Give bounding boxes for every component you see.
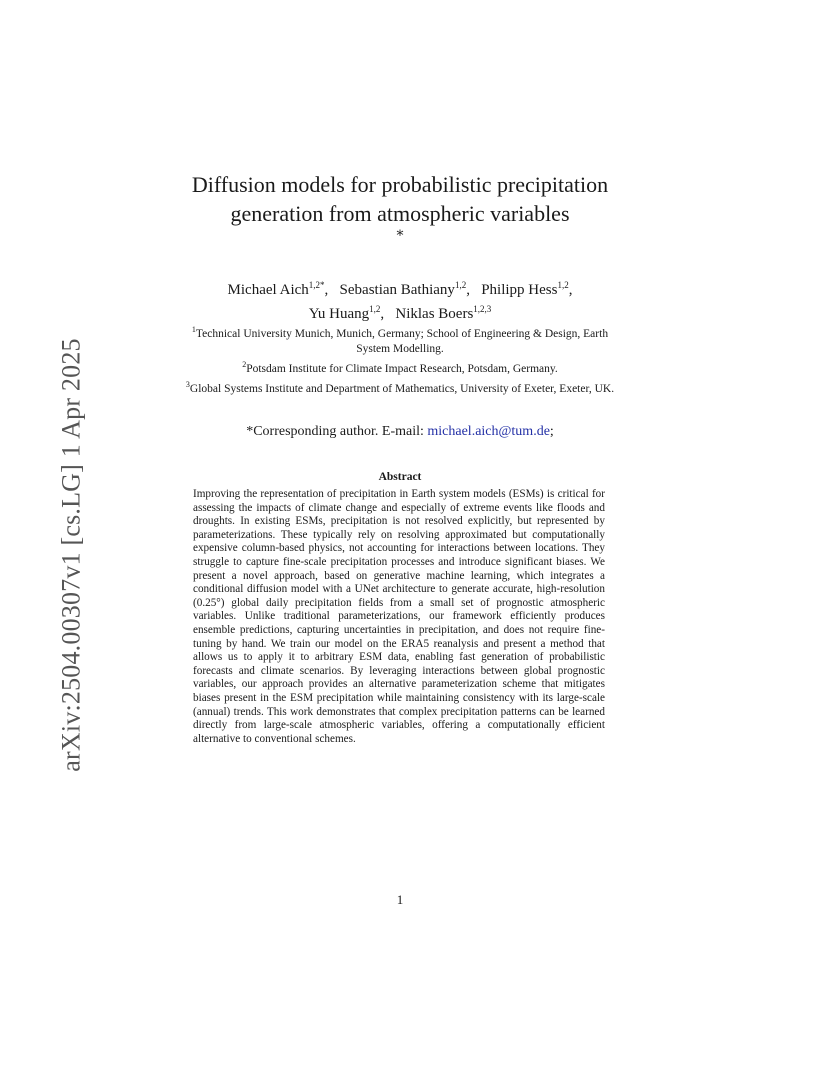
author-affiliation-marks: 1,2 — [454, 280, 467, 290]
author-name: Yu Huang — [308, 306, 370, 322]
abstract-heading: Abstract — [378, 471, 422, 483]
author-name: Michael Aich — [227, 282, 309, 298]
corresponding-author-suffix: ; — [549, 424, 554, 439]
author-affiliation-marks: 1,2* — [308, 280, 325, 290]
title-footnote-mark: * — [396, 228, 404, 244]
author-affiliation-marks: 1,2 — [369, 304, 381, 314]
affiliation-text: Technical University Munich, Munich, Germany; School of Engineering & Design, Earth System Modelling. — [195, 327, 609, 355]
affiliation-text: Global Systems Institute and Department of Mathematics, University of Exeter, Exeter, UK. — [189, 382, 615, 395]
arxiv-identifier: arXiv:2504.00307v1 [cs.LG] 1 Apr 2025 — [57, 338, 86, 772]
author-affiliation-marks: 1,2,3 — [473, 304, 492, 314]
affiliation — [180, 322, 620, 357]
author-list: Michael Aich$^{1,2*}$, Sebastian Bathiany$^{1,2}$, Philipp Hess$^{1,2}$, Yu Huang$^{1,2}$, Niklas Boers$^{1,2,3}$ — [227, 280, 573, 322]
author-affiliation-marks: 1,2 — [557, 280, 569, 290]
affiliation-text: Potsdam Institute for Climate Impact Research, Potsdam, Germany. — [246, 362, 558, 375]
affiliation-number: 1 — [191, 325, 196, 334]
email-link[interactable]: michael.aich@tum.de — [427, 424, 550, 439]
corresponding-author-label: *Corresponding author. E-mail: — [246, 424, 428, 439]
paper-title: Diffusion models for probabilistic precipitation generation from atmospheric variables — [191, 172, 609, 226]
author-name: Sebastian Bathiany — [339, 282, 455, 298]
affiliation — [180, 357, 620, 377]
affiliation-list — [180, 322, 620, 396]
author-name: Philipp Hess — [481, 282, 558, 298]
affiliation — [180, 377, 620, 397]
author-name: Niklas Boers — [395, 306, 474, 322]
page-number: 1 — [396, 892, 404, 907]
affiliation-number: 3 — [185, 379, 190, 389]
affiliation-number: 2 — [242, 359, 247, 369]
arxiv-sidebar — [52, 340, 92, 770]
abstract-text: Improving the representation of precipitation in Earth system models (ESMs) is critical for assessing the impacts of climate change and especially of extreme events like floods and droughts. In existing ESMs, precipitation is not resolved explicitly, but represented by parameterizations. These typically rely on resolving approximated but computationally expensive column-based physics, not accounting for interactions between locations. They struggle to capture fine-scale precipitation processes and introduce significant biases. We present a novel approach, based on generative machine learning, which integrates a conditional diffusion model with a UNet architecture to generate accurate, high-resolution (0.25°) global daily precipitation fields from a small set of prognostic atmospheric variables. Unlike traditional parameterizations, our framework efficiently produces ensemble predictions, capturing uncertainties in precipitation, and does not require fine-tuning by hand. We train our model on the ERA5 reanalysis and present a method that allows us to apply it to arbitrary ESM data, enabling fast generation of probabilistic forecasts and climate scenarios. By leveraging interactions between global prognostic variables, our approach provides an alternative parameterization scheme that mitigates biases present in the ESM precipitation while maintaining consistency with its large-scale (annual) trends. This work demonstrates that complex precipitation patterns can be learned directly from large-scale atmospheric variables, offering a computationally efficient alternative to conventional schemes. — [193, 488, 605, 745]
corresponding-author — [150, 424, 650, 440]
